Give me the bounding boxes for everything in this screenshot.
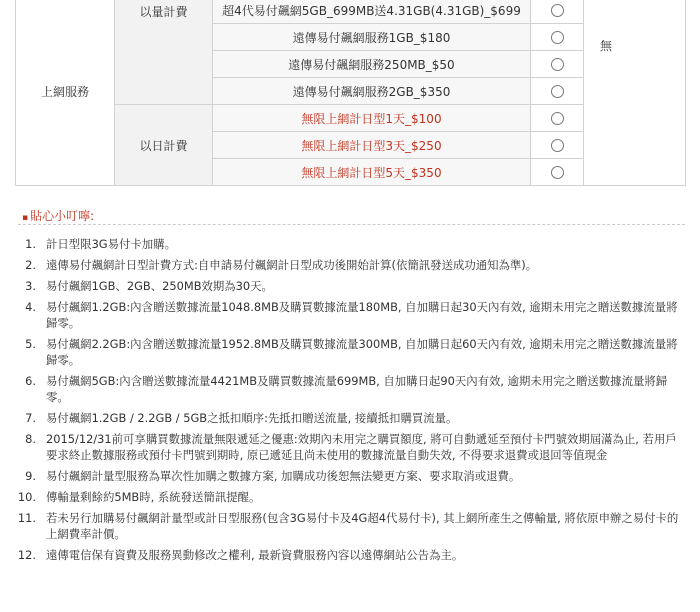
tips-list: [12, 236, 687, 568]
plan-radio-3day[interactable]: [551, 139, 564, 152]
list-item: 1. 計日型限3G易付卡加購。: [25, 237, 176, 251]
divider: [18, 224, 685, 225]
plan-radio-cell[interactable]: [531, 159, 584, 186]
plan-name: 無限上網計日型3天_$250: [213, 132, 531, 159]
plan-radio-1day[interactable]: [551, 112, 564, 125]
list-item: 3. 易付飆網1GB、2GB、250MB效期為30天。: [25, 279, 273, 293]
plan-radio-cell[interactable]: [531, 0, 584, 24]
plan-name: 無限上網計日型1天_$100: [213, 105, 531, 132]
plan-radio-cell[interactable]: [531, 24, 584, 51]
plan-name: 無限上網計日型5天_$350: [213, 159, 531, 186]
plan-name: 遠傳易付飆網服務250MB_$50: [213, 51, 531, 78]
plan-radio-cell[interactable]: [531, 105, 584, 132]
plan-radio-1gb[interactable]: [551, 31, 564, 44]
list-item: 2. 遠傳易付飆網計日型計費方式:自申請易付飆網計日型成功後開始計算(依簡訊發送成功通知為準)。: [25, 258, 538, 272]
plan-radio-cell[interactable]: [531, 132, 584, 159]
list-item: 12. 遠傳電信保有資費及服務異動修改之權利, 最新資費服務內容以遠傳網站公告為主。: [17, 548, 464, 562]
list-item: 8. 2015/12/31前可享購買數據流量無限遞延之優惠:效期內未用完之購買額度, 將可自動遞延至預付卡門號效期屆滿為止, 若用戶要求終止數據服務或預付卡門號到期時, 原已遞延且尚未使用的數據流量自動失效, 不得要求退費或退回等值現金: [25, 432, 677, 462]
list-item: 11. 若未另行加購易付飆網計量型或計日型服務(包含3G易付卡及4G超4代易付卡), 其上網所產生之傳輸量, 將依原申辦之易付卡的上網費率計價。: [17, 511, 679, 541]
list-item: 9. 易付飆網計量型服務為單次性加購之數據方案, 加購成功後恕無法變更方案、要求取消或退費。: [25, 469, 521, 483]
plan-radio-cell[interactable]: [531, 51, 584, 78]
plan-radio-5gb[interactable]: [551, 4, 564, 17]
service-category-cell: 上網服務: [16, 0, 115, 186]
list-item: 7. 易付飆網1.2GB / 2.2GB / 5GB之抵扣順序:先抵扣贈送流量, 接續抵扣購買流量。: [25, 411, 458, 425]
volume-billing-group: 以量計費: [115, 0, 213, 105]
extra-value-cell: 無: [584, 0, 686, 186]
plan-name: 超4代易付飆網5GB_699MB送4.31GB(4.31GB)_$699: [213, 0, 531, 24]
list-item: 4. 易付飆網1.2GB:內含贈送數據流量1048.8MB及購買數據流量180MB, 自加購日起30天內有效, 逾期未用完之贈送數據流量將歸零。: [25, 300, 678, 330]
plan-name: 遠傳易付飆網服務1GB_$180: [213, 24, 531, 51]
plan-radio-2gb[interactable]: [551, 85, 564, 98]
daily-billing-group: 以日計費: [115, 105, 213, 186]
list-item: 5. 易付飆網2.2GB:內含贈送數據流量1952.8MB及購買數據流量300MB, 自加購日起60天內有效, 逾期未用完之贈送數據流量將歸零。: [25, 337, 678, 367]
plan-table: [15, 0, 686, 186]
plan-name: 遠傳易付飆網服務2GB_$350: [213, 78, 531, 105]
list-item: 10. 傳輸量剩餘約5MB時, 系統發送簡訊提醒。: [17, 490, 261, 504]
bullet-icon: ▪: [22, 213, 29, 223]
plan-radio-cell[interactable]: [531, 78, 584, 105]
plan-radio-250mb[interactable]: [551, 58, 564, 71]
plan-radio-5day[interactable]: [551, 166, 564, 179]
tips-title: 貼心小叮嚀:: [30, 209, 95, 223]
tips-heading: [22, 207, 94, 224]
list-item: 6. 易付飆網5GB:內含贈送數據流量4421MB及購買數據流量699MB, 自加購日起90天內有效, 逾期未用完之贈送數據流量將歸零。: [25, 374, 668, 404]
